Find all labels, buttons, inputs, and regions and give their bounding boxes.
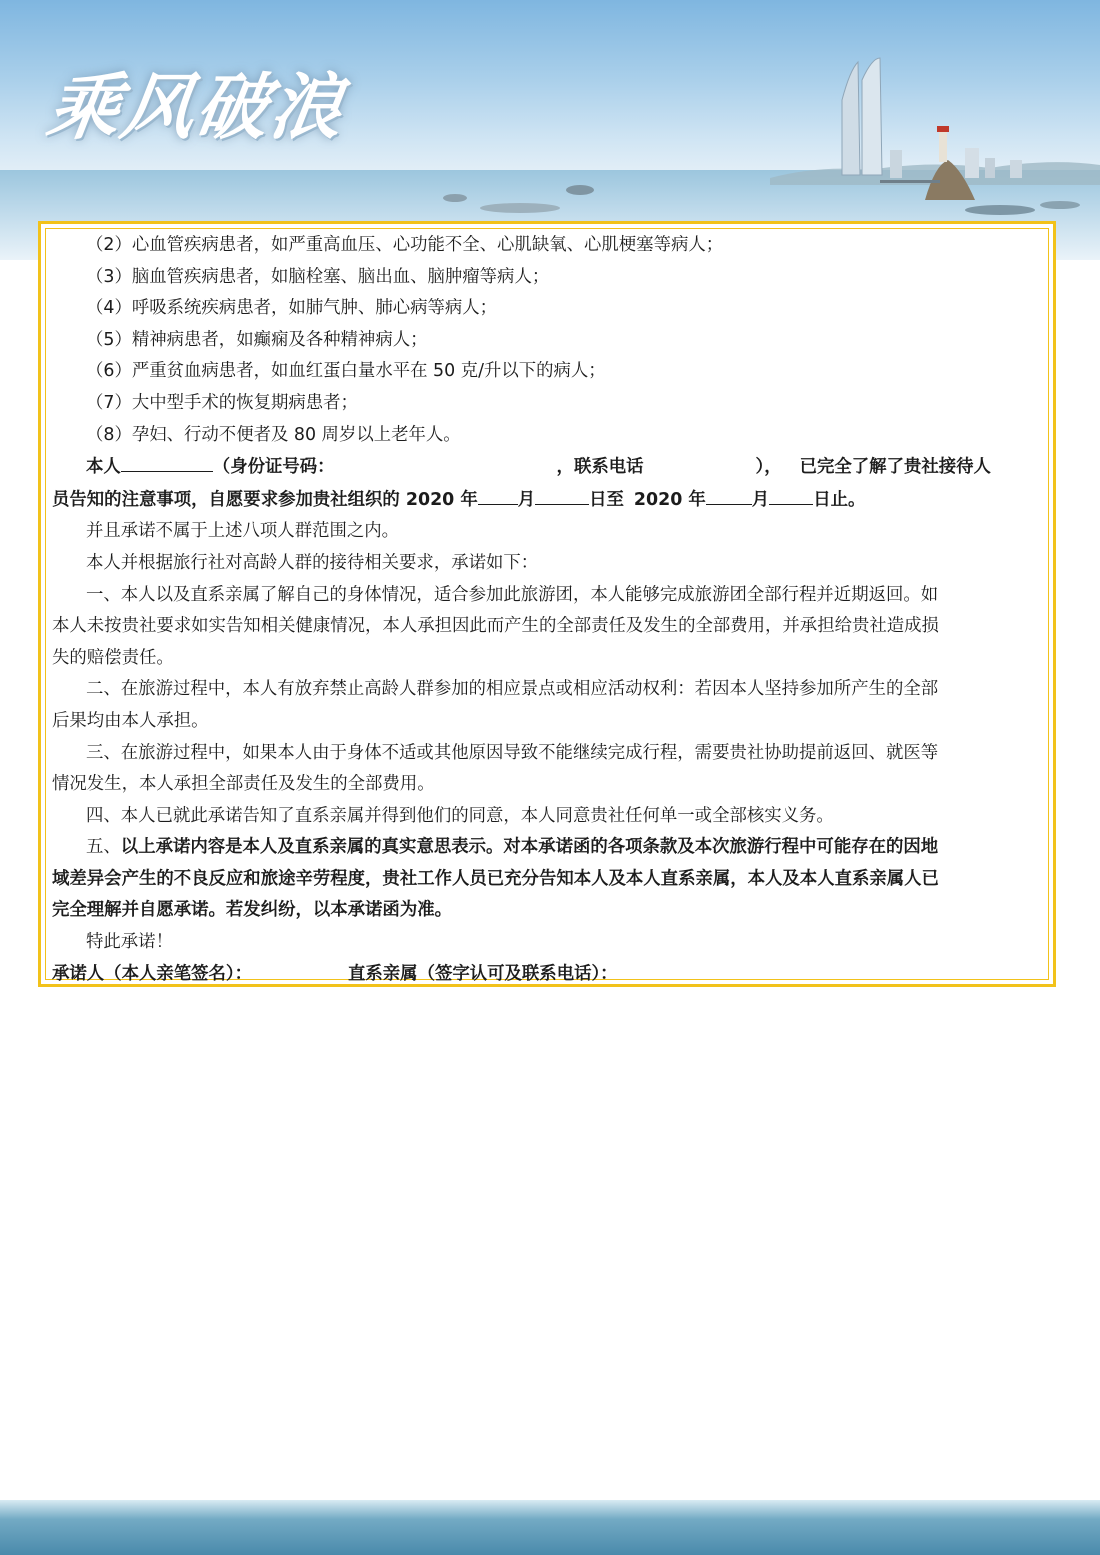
day-blank-1[interactable] [535, 484, 589, 505]
clause-one: 失的赔偿责任。 [52, 647, 174, 668]
declaration-line-1: 本人 （身份证号码： ，联系电话 ）， 已完全了解了贵社接待人 [52, 451, 1044, 484]
clause-three: 情况发生，本人承担全部责任及发生的全部费用。 [52, 774, 435, 795]
clause-five: 完全理解并自愿承诺。若发纠纷，以本承诺函为准。 [52, 900, 452, 921]
clause-five: 域差异会产生的不良反应和旅途辛劳程度，贵社工作人员已充分告知本人及本人直系亲属，本人及本人直系亲属人已 [52, 868, 939, 889]
clause-two: 二、在旅游过程中，本人有放弃禁止高龄人群参加的相应景点或相应活动权利：若因本人坚持参加所产生的全部 [86, 679, 939, 700]
footer-sea-strip [0, 1500, 1100, 1555]
clause-five: 五、以上承诺内容是本人及直系亲属的真实意思表示。对本承诺函的各项条款及本次旅游行程中可能存在的因地 [86, 837, 939, 858]
list-item: （8）孕妇、行动不便者及 80 周岁以上老年人。 [86, 424, 461, 445]
closing-text: 特此承诺！ [86, 932, 173, 953]
clause-one: 一、本人以及直系亲属了解自己的身体情况，适合参加此旅游团，本人能够完成旅游团全部行程并近期返回。如 [86, 584, 939, 605]
pledge-body [52, 230, 1044, 990]
list-item: （3）脑血管疾病患者，如脑栓塞、脑出血、脑肿瘤等病人； [86, 266, 550, 287]
month-blank-1[interactable] [478, 484, 518, 505]
relative-signature-label: 直系亲属（签字认可及联系电话）： [348, 963, 618, 984]
clause-three: 三、在旅游过程中，如果本人由于身体不适或其他原因导致不能继续完成行程，需要贵社协助提前返回、就医等 [86, 742, 939, 763]
intro-text: 本人并根据旅行社对高龄人群的接待相关要求，承诺如下： [86, 552, 539, 573]
clause-two: 后果均由本人承担。 [52, 710, 209, 731]
title-calligraphy: 乘风破浪 [42, 64, 351, 149]
declaration-line-2: 员告知的注意事项，自愿要求参加贵社组织的 2020 年 月 日至 2020 年 月 日止。 [52, 484, 1044, 517]
name-blank[interactable] [121, 451, 213, 472]
clause-one: 本人未按贵社要求如实告知相关健康情况，本人承担因此而产生的全部责任及发生的全部费用，并承担给贵社造成损 [52, 616, 939, 637]
day-blank-2[interactable] [769, 484, 813, 505]
list-item: （7）大中型手术的恢复期病患者； [86, 392, 358, 413]
list-item: （4）呼吸系统疾病患者，如肺气肿、肺心病等病人； [86, 298, 498, 319]
signature-line [52, 959, 1044, 991]
clause-four: 四、本人已就此承诺告知了直系亲属并得到他们的同意，本人同意贵社任何单一或全部核实义务。 [86, 805, 834, 826]
list-item: （6）严重贫血病患者，如血红蛋白量水平在 50 克/升以下的病人； [86, 361, 606, 382]
not-in-groups-text: 并且承诺不属于上述八项人群范围之内。 [86, 521, 400, 542]
month-blank-2[interactable] [706, 484, 752, 505]
list-item: （2）心血管疾病患者，如严重高血压、心功能不全、心肌缺氧、心肌梗塞等病人； [86, 235, 724, 255]
list-item: （5）精神病患者，如癫痫及各种精神病人； [86, 329, 428, 350]
promisor-signature-label: 承诺人（本人亲笔签名）： [52, 963, 252, 984]
